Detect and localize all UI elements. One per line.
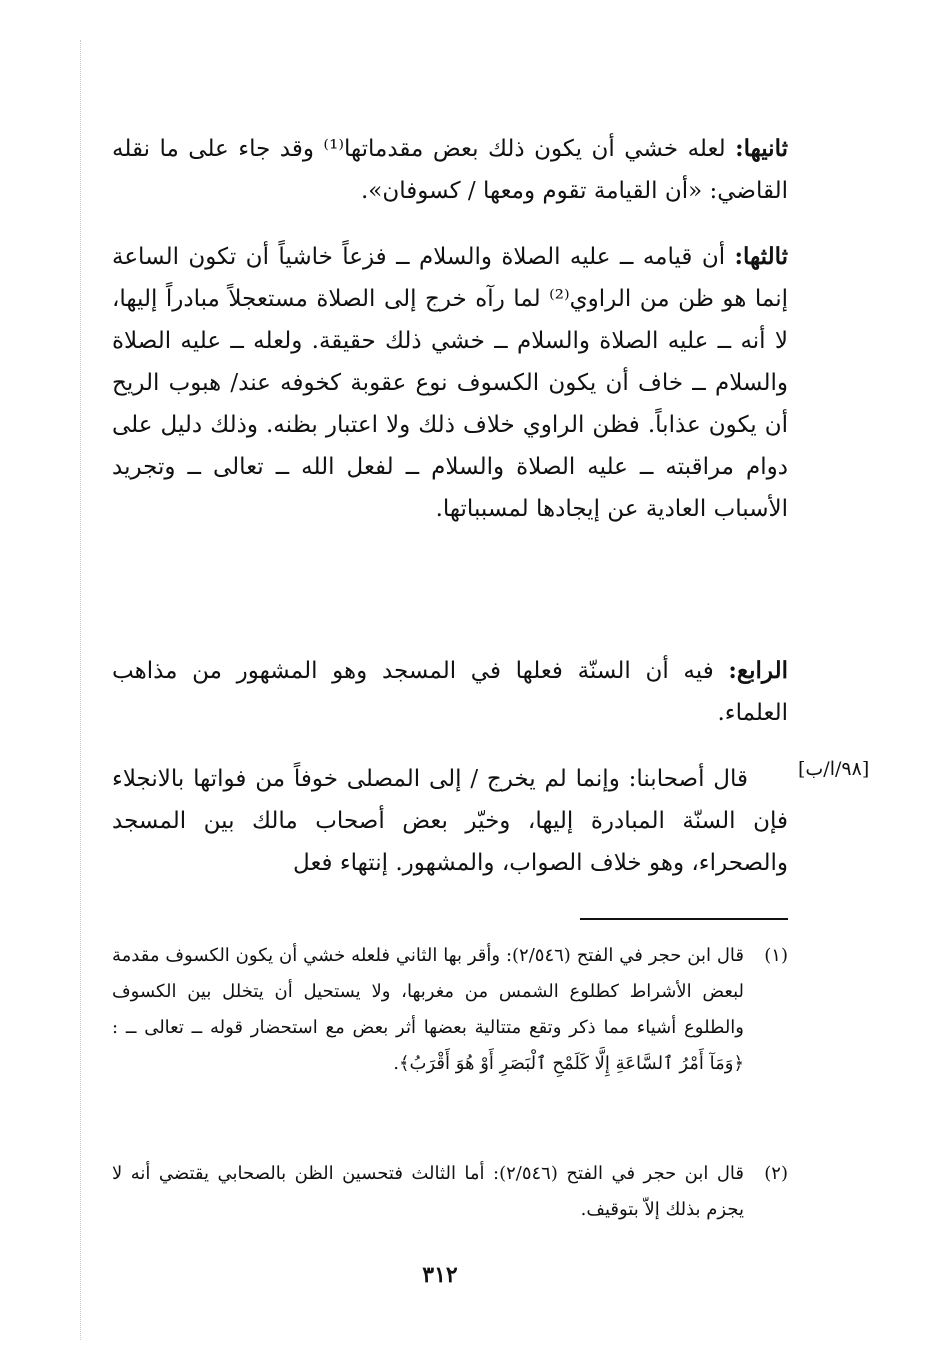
footnote-number: (٢) bbox=[764, 1163, 788, 1184]
footnote-2 bbox=[112, 1156, 788, 1228]
footnote-number: (١) bbox=[764, 945, 788, 966]
paragraph-fourth bbox=[112, 650, 788, 734]
paragraph-text: قال أصحابنا: وإنما لم يخرج / إلى المصلى خوفاً من فواتها بالانجلاء فإن السنّة المبادرة إليها، وخيّر بعض أصحاب مالك بين المسجد والصحراء، وهو خلاف الصواب، والمشهور. إنتهاء فعل bbox=[112, 766, 788, 876]
paragraph-lead: ثالثها: bbox=[734, 243, 788, 270]
footnotes bbox=[112, 938, 788, 1082]
footnote-text: قال ابن حجر في الفتح (٢/٥٤٦): وأقر بها الثاني فلعله خشي أن يكون الكسوف مقدمة لبعض الأشراط كطلوع الشمس من مغربها، ولا يستحيل أن يتخلل بين الكسوف والطلوع أشياء مما ذكر وتقع متتالية بعضها أثر بعض مع استحضار قوله ــ تعالى ــ : ﴿وَمَآ أَمْرُ ٱلسَّاعَةِ إِلَّا كَلَمْحِ ٱلْبَصَرِ أَوْ هُوَ أَقْرَبُ﴾. bbox=[112, 945, 744, 1074]
main-text bbox=[112, 128, 788, 212]
paragraph-text: لعله خشي أن يكون ذلك بعض مقدماتها⁽¹⁾ وقد جاء على ما نقله القاضي: «أن القيامة تقوم ومعها / كسوفان». bbox=[112, 136, 788, 204]
paragraph-text: أن قيامه ــ عليه الصلاة والسلام ــ فزعاً خاشياً أن تكون الساعة إنما هو ظن من الراوي⁽²⁾ لما رآه خرج إلى الصلاة مستعجلاً مبادراً إليها، لا أنه ــ عليه الصلاة والسلام ــ خشي ذلك حقيقة. ولعله ــ عليه الصلاة والسلام ــ خاف أن يكون الكسوف نوع عقوبة كخوفه عند/ هبوب الريح أن يكون عذاباً. فظن الراوي خلاف ذلك ولا اعتبار بظنه. وذلك دليل على دوام مراقبته ــ عليه الصلاة والسلام ــ لفعل الله ــ تعالى ــ وتجريد الأسباب العادية عن إيجادها لمسبباتها. bbox=[112, 244, 789, 522]
main-text bbox=[112, 650, 788, 734]
footnotes bbox=[112, 1156, 788, 1228]
paragraph-text: فيه أن السنّة فعلها في المسجد وهو المشهور من مذاهب العلماء. bbox=[112, 658, 788, 726]
paragraph-lead: ثانيها: bbox=[735, 135, 788, 162]
page-edge-line bbox=[80, 40, 81, 1340]
paragraph-third bbox=[112, 236, 788, 530]
margin-folio-reference: [٩٨/ا/ب] bbox=[798, 758, 870, 780]
main-text bbox=[112, 758, 788, 884]
footnote-1 bbox=[112, 938, 788, 1082]
paragraph-second bbox=[112, 128, 788, 212]
paragraph-lead: الرابع: bbox=[728, 657, 788, 684]
footnote-text: قال ابن حجر في الفتح (٢/٥٤٦): أما الثالث فتحسين الظن بالصحابي يقتضي أنه لا يجزم بذلك إلاّ بتوقيف. bbox=[112, 1163, 745, 1220]
paragraph-companions bbox=[112, 758, 788, 884]
page-number: ٣١٢ bbox=[422, 1262, 458, 1288]
main-text bbox=[112, 236, 788, 530]
footnote-separator bbox=[580, 918, 788, 920]
